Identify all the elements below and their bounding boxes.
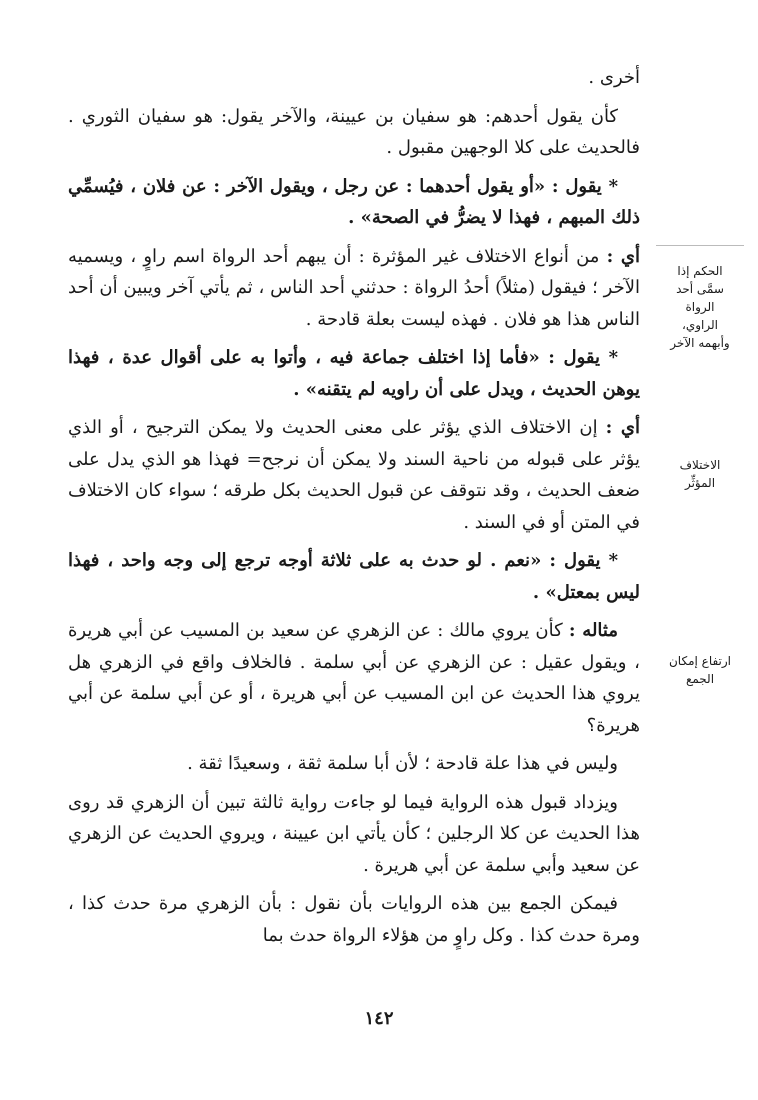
lead-word: مثاله : bbox=[568, 620, 618, 641]
margin-note-line: الرواة bbox=[685, 300, 715, 314]
margin-divider bbox=[656, 245, 744, 246]
margin-note-reconciliation bbox=[656, 652, 744, 688]
margin-note-naming-rule bbox=[656, 262, 744, 352]
lead-word: أي : bbox=[605, 417, 640, 438]
example-paragraph bbox=[68, 615, 640, 741]
paragraph-body: كأن يروي مالك : عن الزهري عن سعيد بن المسيب عن أبي هريرة ، ويقول عقيل : عن الزهري عن أبي سلمة . فالخلاف واقع في الزهري هل يروي هذا الحديث عن ابن المسيب عن أبي هريرة ، أو عن أبي سلمة عن أبي هريرة؟ bbox=[68, 620, 640, 736]
margin-note-line: الجمع bbox=[685, 672, 715, 686]
commentary-paragraph bbox=[68, 241, 640, 336]
margin-note-influential-difference bbox=[656, 456, 744, 492]
margin-note-line: الراوي، bbox=[681, 318, 718, 332]
paragraph-body: إن الاختلاف الذي يؤثر على معنى الحديث ولا يمكن الترجيح ، أو الذي يؤثر على قبوله من ناحية السند ولا يمكن أن نرجح= فهذا هو الذي يدل على ضعف الحديث ، وقد نتوقف عن قبول الحديث بكل طرقه ؛ سواء كان الاختلاف في المتن أو في السند . bbox=[68, 417, 640, 533]
margin-note-line: الحكم إذا bbox=[677, 264, 723, 278]
paragraph: ويزداد قبول هذه الرواية فيما لو جاءت رواية ثالثة تبين أن الزهري قد روى هذا الحديث عن كلا الرجلين ؛ كأن يأتي ابن عيينة ، ويروي الحديث عن الزهري عن سعيد وأبي سلمة عن أبي هريرة . bbox=[68, 791, 640, 876]
paragraph: كأن يقول أحدهم: هو سفيان بن عيينة، والآخر يقول: هو سفيان الثوري . فالحديث على كلا الوجهين مقبول . bbox=[68, 105, 640, 158]
margin-note-line: سمَّى أحد bbox=[676, 282, 724, 296]
quoted-text-paragraph: * يقول : «أو يقول أحدهما : عن رجل ، ويقول الآخر : عن فلان ، فيُسمِّي ذلك المبهم ، فهذا لا يضرُّ في الصحة» . bbox=[68, 175, 640, 228]
paragraph: وليس في هذا علة قادحة ؛ لأن أبا سلمة ثقة ، وسعيدًا ثقة . bbox=[187, 753, 618, 774]
quoted-text-paragraph: * يقول : «فأما إذا اختلف جماعة فيه ، وأتوا به على أقوال عدة ، فهذا يوهن الحديث ، ويدل على أن راويه لم يتقنه» . bbox=[68, 347, 640, 400]
commentary-paragraph bbox=[68, 412, 640, 538]
margin-note-line: المؤثِّر bbox=[684, 476, 716, 490]
paragraph-body: من أنواع الاختلاف غير المؤثرة : أن يبهم أحد الرواة اسم راوٍ ، ويسميه الآخر ؛ فيقول (مثلاً) أحدُ الرواة : حدثني أحد الناس ، ثم يأتي آخر ويبين أن أحد الناس هذا هو فلان . فهذه ليست بعلة قادحة . bbox=[68, 245, 640, 330]
margin-note-line: ارتفاع إمكان bbox=[668, 654, 732, 668]
lead-word: أي : bbox=[606, 245, 640, 267]
paragraph: أخرى . bbox=[588, 67, 640, 88]
page-number: ١٤٢ bbox=[364, 1008, 394, 1029]
paragraph: فيمكن الجمع بين هذه الروايات بأن نقول : بأن الزهري مرة حدث كذا ، ومرة حدث كذا . وكل راوٍ من هؤلاء الرواة حدث بما bbox=[68, 893, 640, 946]
main-text bbox=[68, 62, 640, 958]
margin-note-line: وأبهمه الآخر bbox=[670, 336, 730, 350]
margin-note-line: الاختلاف bbox=[679, 458, 721, 472]
quoted-text-paragraph: * يقول : «نعم . لو حدث به على ثلاثة أوجه ترجع إلى وجه واحد ، فهذا ليس بمعتل» . bbox=[68, 550, 640, 603]
